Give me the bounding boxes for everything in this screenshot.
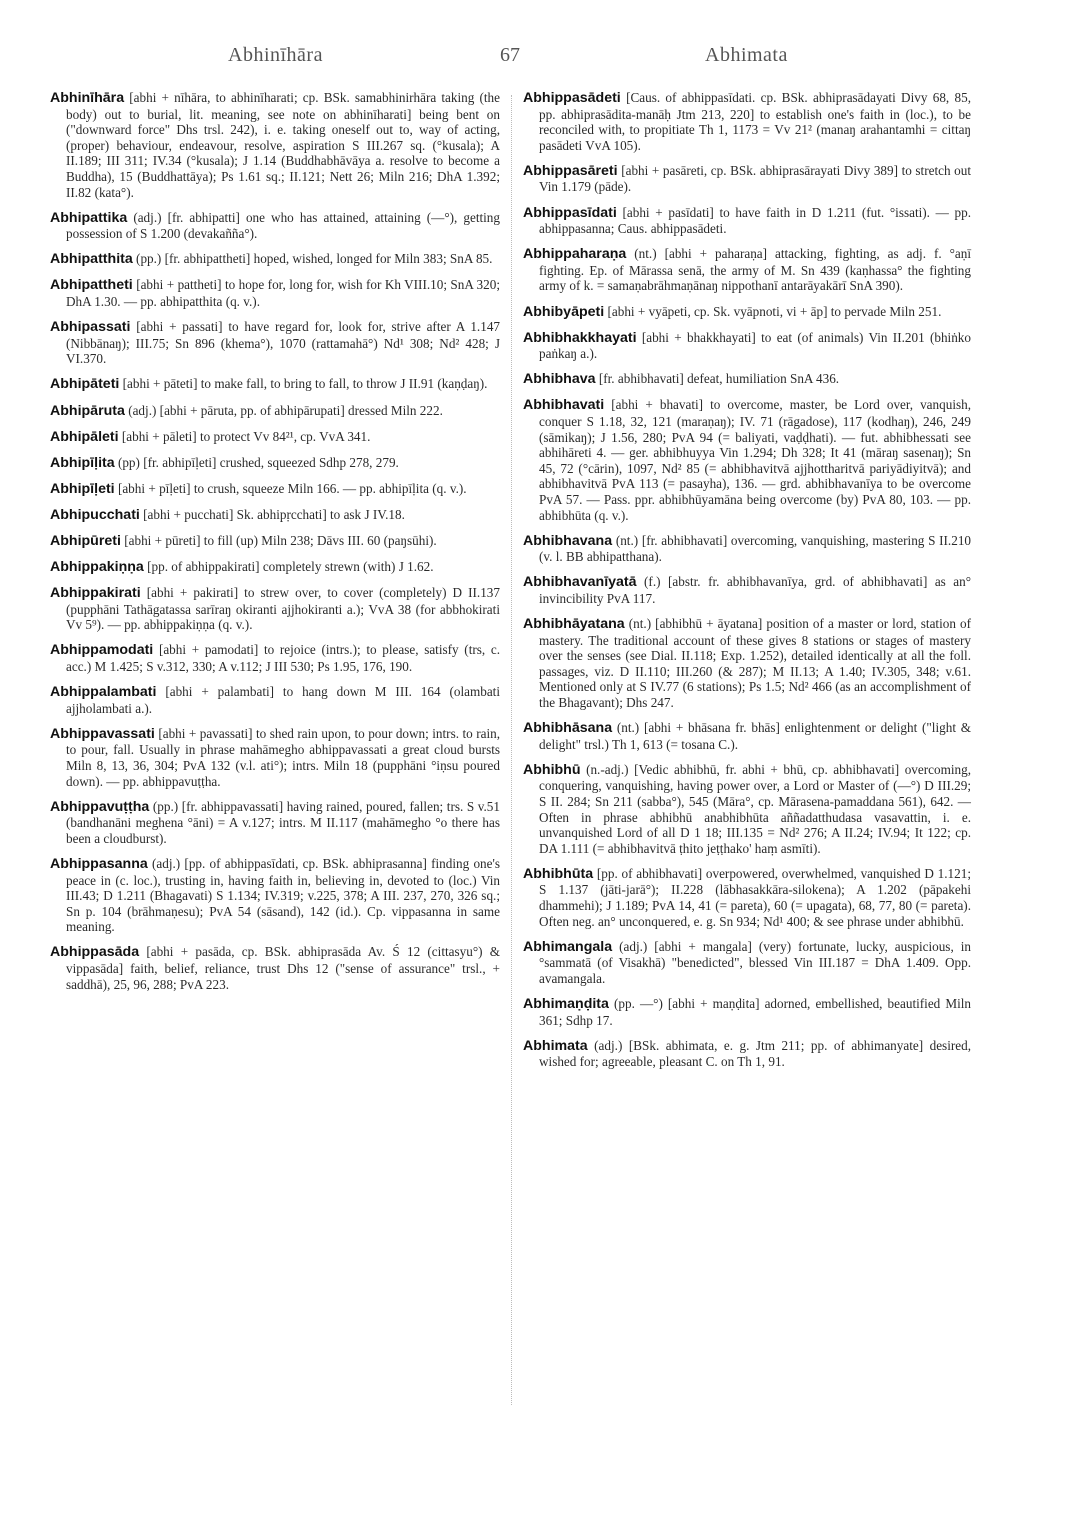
headword: Abhipattheti bbox=[50, 277, 133, 294]
headword: Abhippasanna bbox=[50, 855, 148, 872]
headword: Abhipāruta bbox=[50, 402, 125, 419]
dictionary-entry bbox=[523, 616, 971, 711]
entry-text: [fr. abhibhavati] defeat, humiliation SnA 436. bbox=[598, 371, 840, 387]
headword: Abhibhū bbox=[523, 761, 581, 778]
dictionary-entry bbox=[50, 90, 500, 200]
dictionary-entry bbox=[523, 762, 971, 857]
entry-text: [abhi + palambati] to hang down M III. 164 (olambati ajjholambati a.). bbox=[66, 684, 501, 716]
headword: Abhippavuṭṭha bbox=[50, 798, 150, 815]
entry-text: [abhi + pasāda, cp. BSk. abhiprasāda Av. Ś 12 (cittasyu°) & vippasāda] faith, belief, reliance, trust Dhs 12 ("sense of assurance" trsl., + saddhā), 25, 96, 288; PvA 223. bbox=[66, 944, 500, 992]
entry-text: (pp) [fr. abhipīḷeti] crushed, squeezed Sdhp 278, 279. bbox=[117, 454, 399, 470]
dictionary-entry bbox=[50, 210, 500, 242]
headword: Abhippavassati bbox=[50, 725, 155, 742]
entry-text: (nt.) [abhi + bhāsana fr. bhās] enlightenment or delight ("light & delight" trsl.) Th 1, 613 (= tosana C.). bbox=[539, 720, 971, 752]
headword: Abhibhavanīyatā bbox=[523, 574, 637, 591]
headword: Abhimata bbox=[523, 1037, 588, 1054]
entry-text: [abhi + pīḷeti] to crush, squeeze Miln 166. — pp. abhipīḷita (q. v.). bbox=[117, 480, 467, 496]
headword: Abhibhāsana bbox=[523, 720, 613, 737]
entry-text: [abhi + nīhāra, to abhinīharati; cp. BSk. samabhinirhāra taking (the body) out to burial, lit. meaning, see note on abhinīharati] being bent on ("downward force" Dhs trsl. 242), i. e. taking oneself out to, way of acting, (proper) behaviour, endeavour, resolve, aspiration S III.267 sq. (°kusala); A II.189; III 311; IV.34 (°kusala); J 1.14 (Buddhabhāvāya a. resolve to become a Buddha), 15 (Buddhattāya); Ps 1.61 sq.; II.121; Nett 26; Miln 216; DhA 1.392; II.82 (kata°). bbox=[66, 90, 501, 200]
dictionary-entry bbox=[50, 559, 500, 576]
entry-text: [abhi + pasīdati] to have faith in D 1.211 (fut. °issati). — pp. abhippasanna; Caus. abhippasādeti. bbox=[539, 204, 971, 237]
dictionary-entry bbox=[523, 397, 971, 523]
entry-text: (nt.) [abhi + paharaṇa] attacking, fighting, as adj. f. °aṇī fighting. Ep. of Mārassa senā, the army of M. Sn 439 (kaṇhassa° the fighting army of k. = samaṇabrāhmaṇānaŋ nippothanī antarāyakārī SnA 390). bbox=[539, 246, 972, 294]
dictionary-entry bbox=[523, 246, 971, 294]
dictionary-entry bbox=[50, 455, 500, 472]
headword: Abhibhūta bbox=[523, 865, 594, 882]
headword: Abhippasīdati bbox=[523, 204, 617, 221]
headword: Abhibhakkhayati bbox=[523, 329, 637, 346]
entry-text: (adj.) [fr. abhipatti] one who has attained, attaining (—°), getting possession of S 1.200 (devakañña°). bbox=[66, 209, 500, 242]
headword: Abhippasādeti bbox=[523, 90, 621, 106]
dictionary-entry bbox=[523, 996, 971, 1028]
headword: Abhimaṇḍita bbox=[523, 996, 609, 1012]
headword: Abhipīḷita bbox=[50, 454, 115, 471]
dictionary-entry bbox=[523, 330, 971, 362]
entry-text: [abhi + vyāpeti, cp. Sk. vyāpnoti, vi + āp] to pervade Miln 251. bbox=[607, 303, 942, 319]
headword: Abhipucchati bbox=[50, 506, 140, 523]
dictionary-entry bbox=[50, 251, 500, 268]
entry-text: (adj.) [abhi + pāruta, pp. of abhipārupati] dressed Miln 222. bbox=[128, 402, 443, 418]
entry-text: [abhi + pamodati] to rejoice (intrs.); to please, satisfy (trs, c. acc.) M 1.425; S v.312, 330; A v.112; J III 530; Ps 1.95, 176, 190. bbox=[66, 642, 501, 675]
dictionary-entry bbox=[50, 799, 500, 847]
right-guide-word: Abhimata bbox=[705, 44, 788, 66]
dictionary-entry bbox=[50, 533, 500, 550]
dictionary-entry bbox=[523, 533, 971, 565]
headword: Abhipīḷeti bbox=[50, 480, 115, 497]
dictionary-entry bbox=[523, 304, 971, 321]
entry-text: [abhi + pakirati] to strew over, to cover (completely) D II.137 (pupphāni Tathāgatassa sarīraŋ okiranti ajjhokiranti a.); VvA 38 (for abbhokirati Vv 5⁹). — pp. abhippakiṇṇa (q. v.). bbox=[66, 585, 500, 633]
headword: Abhibyāpeti bbox=[523, 303, 605, 320]
dictionary-entry bbox=[523, 574, 971, 606]
entry-text: (pp. —°) [abhi + maṇḍita] adorned, embellished, beautified Miln 361; Sdhp 17. bbox=[539, 996, 972, 1028]
entry-text: (pp.) [fr. abhipattheti] hoped, wished, longed for Miln 383; SnA 85. bbox=[136, 251, 493, 267]
entry-text: [abhi + pāleti] to protect Vv 84²¹, cp. VvA 341. bbox=[121, 428, 371, 444]
headword: Abhimangala bbox=[523, 938, 613, 955]
entry-text: [abhi + bhakkhayati] to eat (of animals) Vin II.201 (bhiṅko paṅkaŋ a.). bbox=[539, 329, 971, 362]
entry-text: (pp.) [fr. abhippavassati] having rained, poured, fallen; trs. S v.51 (bandhanāni meghena °āni) = A v.127; intrs. M II.117 (mahāmegho °o there has been a cloudburst). bbox=[66, 798, 500, 846]
headword: Abhippasāreti bbox=[523, 162, 618, 179]
left-column bbox=[50, 90, 500, 1002]
headword: Abhibhāyatana bbox=[523, 616, 625, 633]
headword: Abhibhava bbox=[523, 371, 596, 388]
dictionary-entry bbox=[50, 319, 500, 367]
dictionary-entry bbox=[50, 376, 500, 393]
running-head bbox=[0, 44, 1073, 74]
dictionary-entry bbox=[523, 720, 971, 752]
headword: Abhipāleti bbox=[50, 428, 119, 445]
headword: Abhippasāda bbox=[50, 944, 140, 961]
entry-text: (adj.) [pp. of abhippasīdati, cp. BSk. abhiprasanna] finding one's peace in (c. loc.), trusting in, having faith in, believing in, devoted to (loc.) Vin III.43; D 1.211 (Bhagavati) S 1.134; IV.319; v.225, 378; A III. 237, 270, 326 sq.; Sn p. 104 (brāhmaṇesu); PvA 54 (sāsand), 142 (id.). Cp. vippasanna in same meaning. bbox=[66, 855, 500, 935]
entry-text: (adj.) [abhi + mangala] (very) fortunate, lucky, auspicious, in °sammatā (of Visakhā) "benedicted", blessed Vin III.187 = DhA 1.409. Opp. avamangala. bbox=[539, 938, 971, 986]
headword: Abhippaharaṇa bbox=[523, 246, 627, 263]
headword: Abhippakiṇṇa bbox=[50, 559, 144, 576]
dictionary-entry bbox=[523, 371, 971, 388]
entry-text: (nt.) [abhibhū + āyatana] position of a master or lord, station of mastery. The traditional account of these gives 8 stations or stages of mastery over the senses (see Dial. II.118; Exp. 1.252), detailed identically at all the foll. passages, viz. D II.110; III.260 (& 287); M II.13; A 1.40; IV.305, 348; v.61. Mentioned only at S IV.77 (6 stations); Ps 1.5; Nd² 466 (as an accomplishment of the Bhagavant); Dhs 247. bbox=[539, 616, 971, 710]
entry-text: [abhi + pāteti] to make fall, to bring to fall, to throw J II.91 (kaṇḍaŋ). bbox=[122, 376, 488, 392]
headword: Abhippamodati bbox=[50, 642, 154, 659]
dictionary-entry bbox=[50, 642, 500, 674]
entry-text: (f.) [abstr. fr. abhibhavanīya, grd. of abhibhavati] as an° invincibility PvA 117. bbox=[539, 574, 972, 606]
entry-text: [pp. of abhippakirati] completely strewn (with) J 1.62. bbox=[147, 559, 434, 575]
left-guide-word: Abhinīhāra bbox=[228, 44, 323, 66]
entry-text: [abhi + pūreti] to fill (up) Miln 238; Dāvs III. 60 (paŋsūhi). bbox=[124, 532, 437, 548]
entry-text: [abhi + pasāreti, cp. BSk. abhiprasārayati Divy 389] to stretch out Vin 1.179 (pāde). bbox=[539, 162, 971, 195]
headword: Abhipūreti bbox=[50, 532, 121, 549]
headword: Abhinīhāra bbox=[50, 90, 125, 106]
dictionary-entry bbox=[50, 726, 500, 789]
dictionary-entry bbox=[523, 90, 971, 153]
headword: Abhippalambati bbox=[50, 684, 157, 701]
entry-text: [abhi + passati] to have regard for, look for, strive after A 1.147 (Nibbānaŋ); III.75; Sn 896 (khema°), 1070 (rattamahā°) Nd¹ 308; Nd² 428; J VI.370. bbox=[66, 319, 501, 367]
dictionary-entry bbox=[50, 481, 500, 498]
headword: Abhipattika bbox=[50, 209, 128, 226]
entry-text: [abhi + pucchati] Sk. abhipṛcchati] to ask J IV.18. bbox=[143, 506, 405, 522]
dictionary-entry bbox=[50, 403, 500, 420]
page-number: 67 bbox=[500, 44, 520, 66]
dictionary-entry bbox=[50, 277, 500, 309]
dictionary-entry bbox=[50, 684, 500, 716]
dictionary-entry bbox=[50, 944, 500, 992]
dictionary-entry bbox=[50, 585, 500, 633]
headword: Abhippakirati bbox=[50, 585, 141, 602]
dictionary-entry bbox=[50, 507, 500, 524]
dictionary-entry bbox=[523, 866, 971, 929]
dictionary-entry bbox=[50, 429, 500, 446]
entry-text: [abhi + pattheti] to hope for, long for, wish for Kh VIII.10; SnA 320; DhA 1.30. — pp. abhipatthita (q. v.). bbox=[66, 277, 501, 310]
headword: Abhibhavati bbox=[523, 397, 605, 414]
headword: Abhibhavana bbox=[523, 532, 613, 549]
entry-text: (adj.) [BSk. abhimata, e. g. Jtm 211; pp. of abhimanyate] desired, wished for; agreeable, pleasant C. on Th 1, 91. bbox=[539, 1037, 971, 1070]
right-column bbox=[523, 90, 971, 1079]
dictionary-entry bbox=[523, 163, 971, 195]
entry-text: (n.-adj.) [Vedic abhibhū, fr. abhi + bhū, cp. abhibhavati] overcoming, conquering, vanquishing, having power over, a Lord or Master of (—°) D III.29; S II. 284; Sn 211 (sabba°), 545 (Māra°, cp. Mārasena-pamaddana 561), 642. — Often in phrase abhibhū anabhibhūta aññadatthudasa vasavattin, i. e. unvanquished Lord of all D 1 18; III.135 = Nd² 276; A II.24; IV.94; It 122; cp. DA 1.111 (= abhibhavitvā ṭhito jeṭṭhako' haṃ asmīti). bbox=[539, 761, 972, 856]
headword: Abhipassati bbox=[50, 319, 131, 336]
column-divider bbox=[511, 95, 513, 1405]
headword: Abhipāteti bbox=[50, 376, 120, 393]
entry-text: [abhi + bhavati] to overcome, master, be Lord over, vanquish, conquer S 1.18, 32, 121 (maraṇaŋ); IV. 71 (rāgadose), 117 (kodhaŋ), 246, 249 (sāmikaŋ); J 1.56, 280; PvA 94 (= baliyati, vaḍḍhati). — fut. abhibhessati see abhihāreti 4. — ger. abhibhuyya Vin 1.294; Dh 328; It 41 (māraŋ sasenaŋ); Sn 45, 72 (°cārin), 1097, Nd² 85 (= abhibhavitvā ajjhottharitvā pariyādiyitvā); and abhibhavitvā PvA 113 (= pasayha), 136. — grd. abhibhavanīya to be overcome PvA 57. — Pass. ppr. abhibhūyamāna being overcome (by) PvA 80, 103. — pp. abhibhūta (q. v.). bbox=[539, 397, 972, 523]
entry-text: (nt.) [fr. abhibhavati] overcoming, vanquishing, mastering S II.210 (v. l. BB abhipatthana). bbox=[539, 532, 972, 565]
dictionary-entry bbox=[523, 1038, 971, 1070]
dictionary-entry bbox=[523, 939, 971, 987]
headword: Abhipatthita bbox=[50, 251, 133, 268]
entry-text: [abhi + pavassati] to shed rain upon, to pour down; intrs. to rain, to pour, fall. Usually in phrase mahāmegho abhippavassati a great cloud bursts Miln 8, 13, 36, 304; PvA 132 (v.l. ati°); intrs. Miln 18 (pupphāni °iṇsu poured down). — pp. abhippavuṭṭha. bbox=[66, 725, 500, 789]
dictionary-entry bbox=[523, 205, 971, 237]
entry-text: [pp. of abhibhavati] overpowered, overwhelmed, vanquished D 1.121; S 1.137 (jāti-jarā°); II.228 (lābhasakkāra-silokena); A 1.202 (pāpakehi dhammehi); J 1.189; PvA 14, 41 (= pareta), 60 (= upagata), 68, 77, 80 (= pareta). Often neg. an° unconquered, e. g. Sn 934; Nd¹ 400; & see phrase under abhibhū. bbox=[539, 865, 971, 929]
entry-text: [Caus. of abhippasīdati. cp. BSk. abhiprasādayati Divy 68, 85, pp. abhiprasādita-manāḥ Jtm 213, 220] to establish one's faith in (loc.), to be reconciled with, to propitiate Th 1, 1173 = Vv 21² (manaŋ arahantamhi = cittaŋ pasādeti VvA 105). bbox=[539, 90, 971, 153]
dictionary-entry bbox=[50, 856, 500, 935]
